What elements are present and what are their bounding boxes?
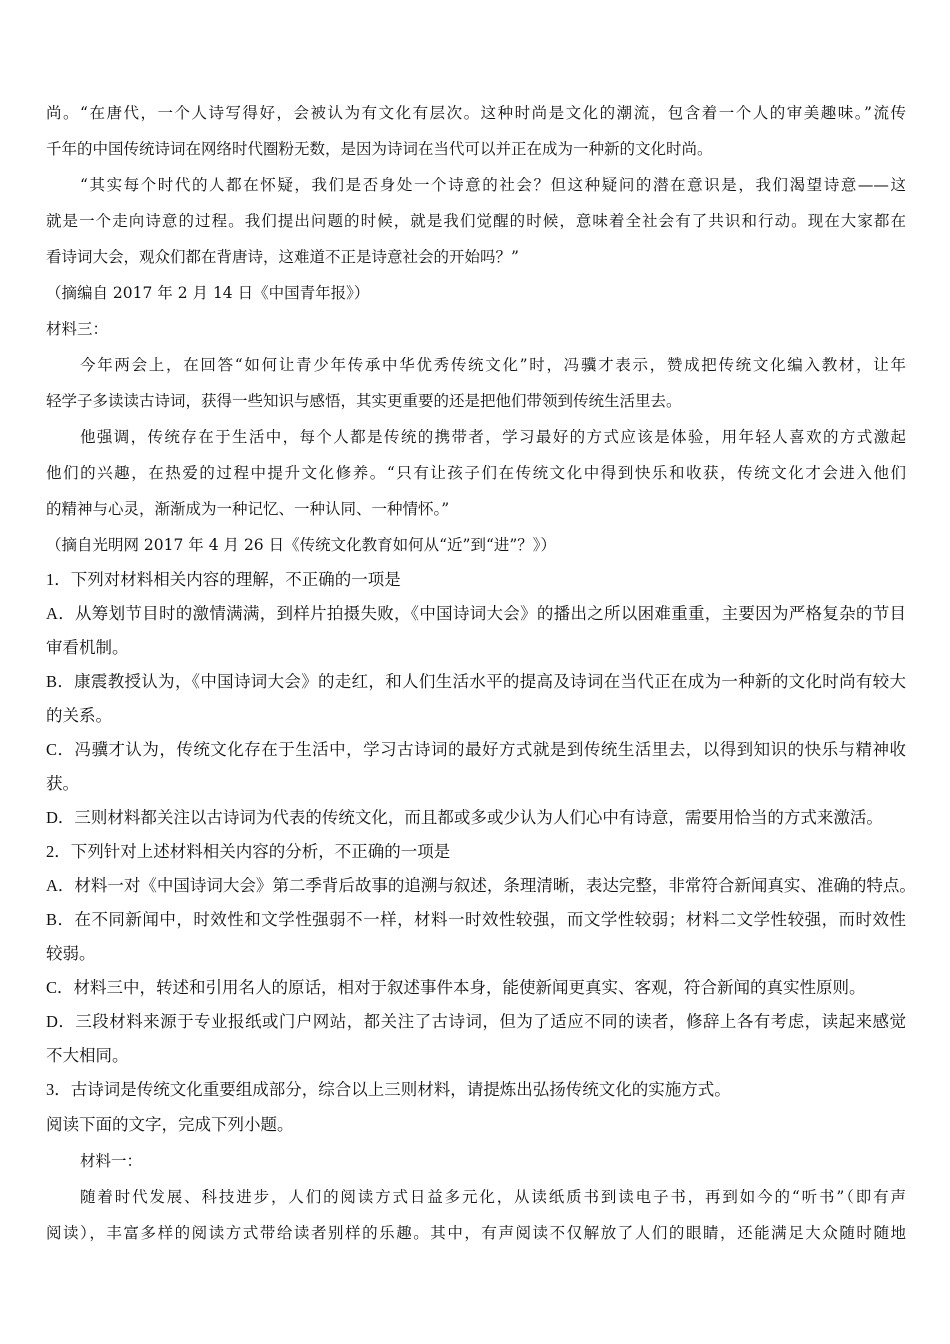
question2-stem: 2．下列针对上述材料相关内容的分析，不正确的一项是 xyxy=(46,842,451,861)
material2-paragraph2-line2: 就是一个走向诗意的过程。我们提出问题的时候，就是我们觉醒的时候，意味着全社会有了共识和行动。现在大家都在 xyxy=(46,212,906,230)
question2-option-c-line1: C．材料三中，转述和引用名人的原话，相对于叙述事件本身，能使新闻更真实、客观，符合新闻的真实性原则。 xyxy=(46,978,866,997)
reading-instruction: 阅读下面的文字，完成下列小题。 xyxy=(46,1115,294,1134)
question2-option-b-line2: 较弱。 xyxy=(46,944,96,963)
material2-paragraph2-line1: “其实每个时代的人都在怀疑，我们是否身处一个诗意的社会？但这种疑问的潜在意识是，我们渴望诗意——这 xyxy=(80,176,906,194)
next-material1-paragraph1-line2: 阅读），丰富多样的阅读方式带给读者别样的乐趣。其中，有声阅读不仅解放了人们的眼睛，还能满足大众随时随地 xyxy=(46,1224,906,1242)
question2-option-d-line1: D．三段材料来源于专业报纸或门户网站，都关注了古诗词，但为了适应不同的读者，修辞上各有考虑，读起来感觉 xyxy=(46,1012,906,1031)
material2-paragraph2-line3: 看诗词大会，观众们都在背唐诗，这难道不正是诗意社会的开始吗？” xyxy=(46,248,519,266)
next-material1-paragraph1-line1: 随着时代发展、科技进步，人们的阅读方式日益多元化，从读纸质书到读电子书，再到如今的“听书”（即有声 xyxy=(80,1188,906,1206)
question1-option-b-line1: B．康震教授认为，《中国诗词大会》的走红，和人们生活水平的提高及诗词在当代正在成为一种新的文化时尚有较大 xyxy=(46,672,906,691)
question1-option-b-line2: 的关系。 xyxy=(46,706,112,725)
material3-source: （摘自光明网 2017 年 4 月 26 日《传统文化教育如何从“近”到“进”？》） xyxy=(46,536,557,554)
question1-option-d-line1: D．三则材料都关注以古诗词为代表的传统文化，而且都或多或少认为人们心中有诗意，需要用恰当的方式来激活。 xyxy=(46,808,883,827)
question1-option-a-line2: 审看机制。 xyxy=(46,638,129,657)
question1-option-c-line2: 获。 xyxy=(46,774,79,793)
question2-option-d-line2: 不大相同。 xyxy=(46,1046,129,1065)
material3-paragraph2-line2: 他们的兴趣，在热爱的过程中提升文化修养。“只有让孩子们在传统文化中得到快乐和收获，传统文化才会进入他们 xyxy=(46,464,906,482)
question2-option-a-line1: A．材料一对《中国诗词大会》第二季背后故事的追溯与叙述，条理清晰，表达完整，非常符合新闻真实、准确的特点。 xyxy=(46,876,916,895)
material2-paragraph1-line1: 尚。“在唐代，一个人诗写得好，会被认为有文化有层次。这种时尚是文化的潮流，包含着一个人的审美趣味。”流传 xyxy=(46,104,906,122)
material2-paragraph1-line2: 千年的中国传统诗词在网络时代圈粉无数，是因为诗词在当代可以并正在成为一种新的文化时尚。 xyxy=(46,140,713,158)
material3-paragraph2-line1: 他强调，传统存在于生活中，每个人都是传统的携带者，学习最好的方式应该是体验，用年轻人喜欢的方式激起 xyxy=(80,428,906,446)
question3-stem: 3．古诗词是传统文化重要组成部分，综合以上三则材料，请提炼出弘扬传统文化的实施方式。 xyxy=(46,1080,731,1099)
question1-option-a-line1: A．从筹划节目时的激情满满，到样片拍摄失败，《中国诗词大会》的播出之所以困难重重，主要因为严格复杂的节目 xyxy=(46,604,906,623)
question1-option-c-line1: C．冯骥才认为，传统文化存在于生活中，学习古诗词的最好方式就是到传统生活里去，以得到知识的快乐与精神收 xyxy=(46,740,906,759)
material3-paragraph2-line3: 的精神与心灵，渐渐成为一种记忆、一种认同、一种情怀。” xyxy=(46,500,450,518)
material2-source: （摘编自 2017 年 2 月 14 日《中国青年报》） xyxy=(46,284,370,302)
next-material1-heading: 材料一： xyxy=(80,1152,143,1170)
material3-heading: 材料三： xyxy=(46,320,109,338)
question1-stem: 1．下列对材料相关内容的理解，不正确的一项是 xyxy=(46,570,401,589)
material3-paragraph1-line2: 轻学子多读读古诗词，获得一些知识与感悟，其实更重要的还是把他们带领到传统生活里去。 xyxy=(46,392,682,410)
question2-option-b-line1: B．在不同新闻中，时效性和文学性强弱不一样，材料一时效性较强，而文学性较弱；材料二文学性较强，而时效性 xyxy=(46,910,906,929)
material3-paragraph1-line1: 今年两会上，在回答“如何让青少年传承中华优秀传统文化”时，冯骥才表示，赞成把传统文化编入教材，让年 xyxy=(80,356,906,374)
